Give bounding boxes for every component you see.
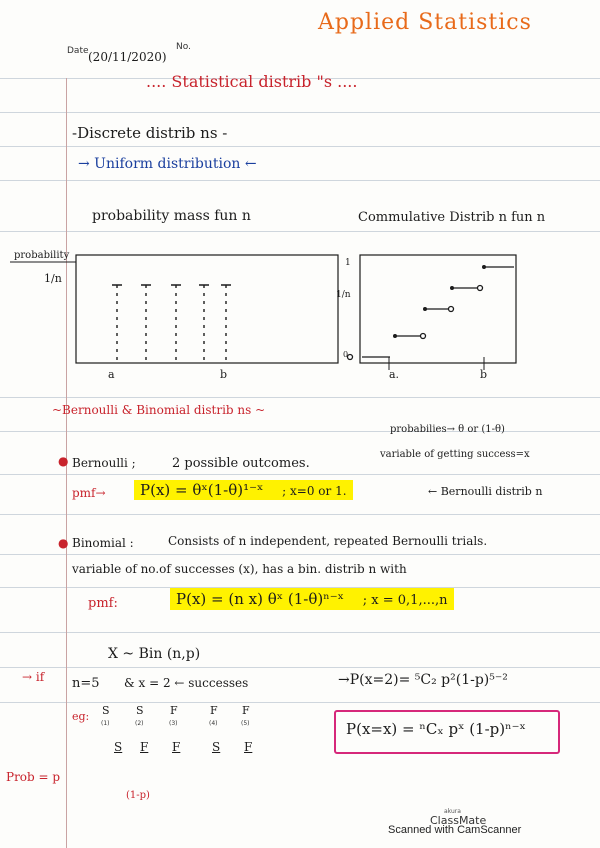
discrete-heading: -Discrete distrib ns - [72, 124, 228, 142]
pmf-label: probability mass fun n [92, 208, 251, 224]
binomial-desc-2: variable of no.of successes (x), has a bin. distrib n with [72, 562, 407, 576]
bernoulli-note: ← Bernoulli distrib n [428, 485, 543, 498]
outcome-row2-4: S [212, 740, 221, 754]
brand-small: akura [444, 808, 461, 815]
bernoulli-label: Bernoulli ; [72, 456, 136, 470]
outcome-1: S [102, 704, 110, 717]
binomial-desc: Consists of n independent, repeated Bernoulli trials. [168, 534, 488, 548]
bernoulli-desc: 2 possible outcomes. [172, 456, 310, 471]
example-result: →P(x=2)= ⁵C₂ p²(1-p)⁵⁻² [338, 672, 508, 688]
one-minus-p: (1-p) [126, 790, 150, 801]
if-label: → if [22, 670, 45, 684]
bullet: ● [58, 454, 69, 468]
bernoulli-formula-text: P(x) = θˣ(1-θ)¹⁻ˣ [140, 481, 264, 499]
outcome-5: F [242, 704, 250, 717]
right-plot-tick-a: a. [389, 368, 400, 381]
brand-logo: ClassMate [430, 814, 487, 827]
date-value: (20/11/2020) [88, 50, 167, 64]
brace-line-1: probabilies→ θ or (1-θ) [390, 424, 505, 435]
binomial-cond: ; x = 0,1,...,n [362, 593, 448, 608]
left-plot-tick-b: b [220, 368, 228, 381]
section-heading: .... Statistical distrib "s .... [146, 72, 358, 91]
binomial-formula [170, 588, 454, 610]
bernoulli-binomial-heading: ~Bernoulli & Binomial distrib ns ~ [52, 403, 266, 417]
prob-label: Prob = p [6, 770, 61, 784]
right-plot-tick-b: b [480, 368, 488, 381]
date-label: Date [67, 46, 89, 56]
uniform-heading: → Uniform distribution ← [78, 156, 257, 172]
left-plot-y-tick: 1/n [44, 272, 62, 285]
uniform-pmf-plot [0, 0, 600, 400]
outcome-row2-1: S [114, 740, 123, 754]
outcome-idx-1: (1) [101, 720, 110, 727]
left-plot-tick-a: a [108, 368, 115, 381]
no-label: No. [176, 42, 191, 52]
outcome-row2-2: F [140, 740, 149, 754]
outcome-2: S [136, 704, 144, 717]
bernoulli-cond: ; x=0 or 1. [282, 484, 347, 498]
outcome-idx-2: (2) [135, 720, 144, 727]
binomial-label: Binomial : [72, 536, 134, 550]
example-n: n=5 [72, 676, 100, 691]
binomial-pmf-label: pmf: [88, 596, 118, 611]
outcome-row2-5: F [244, 740, 253, 754]
right-plot-y-tick-1: 1 [345, 258, 351, 268]
eg-label: eg: [72, 710, 90, 723]
outcome-idx-5: (5) [241, 720, 250, 727]
probability-axis-label: probability [14, 250, 70, 261]
bullet: ● [58, 536, 69, 550]
bernoulli-formula [134, 480, 353, 500]
right-plot-y-tick-0: 0 [343, 350, 349, 359]
example-x: & x = 2 ← successes [124, 676, 249, 690]
outcome-3: F [170, 704, 178, 717]
boxed-formula-text: P(x=x) = ⁿCₓ pˣ (1-p)ⁿ⁻ˣ [346, 720, 526, 738]
scanner-watermark: Scanned with CamScanner [388, 824, 522, 836]
bin-notation: X ~ Bin (n,p) [108, 646, 201, 662]
cdf-label: Commulative Distrib n fun n [358, 210, 546, 225]
outcome-idx-3: (3) [169, 720, 178, 727]
right-plot-y-tick-1n: 1/n [336, 290, 351, 300]
outcome-4: F [210, 704, 218, 717]
bernoulli-pmf-label: pmf→ [72, 486, 106, 500]
binomial-formula-text: P(x) = (n x) θˣ (1-θ)ⁿ⁻ˣ [176, 590, 344, 608]
outcome-row2-3: F [172, 740, 181, 754]
outcome-idx-4: (4) [209, 720, 218, 727]
page-title: Applied Statistics [318, 10, 532, 35]
brace-line-2: variable of getting success=x [380, 449, 530, 460]
